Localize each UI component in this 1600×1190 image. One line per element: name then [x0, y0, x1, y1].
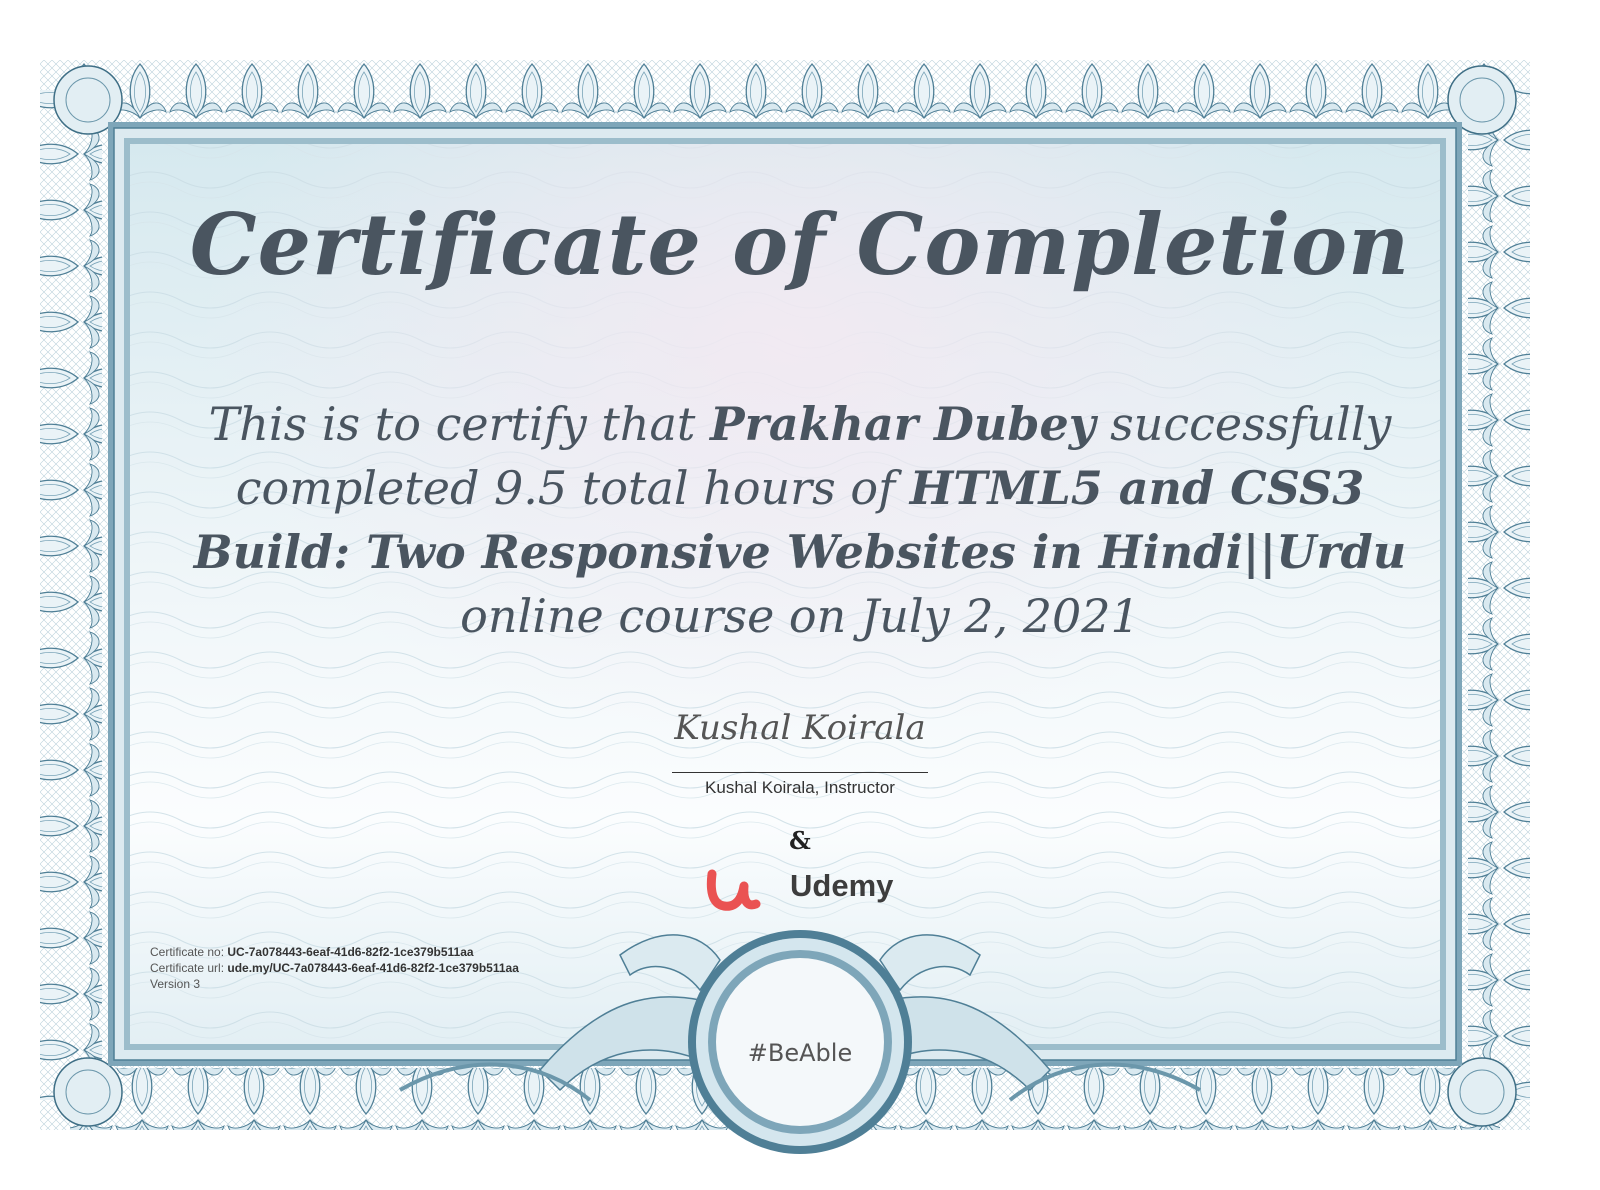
udemy-wordmark: Udemy — [790, 868, 894, 903]
ampersand: & — [789, 826, 811, 855]
certificate-details — [150, 944, 519, 992]
certificate-statement — [160, 392, 1440, 648]
certificate-url-label: Certificate url: — [150, 961, 225, 975]
course-title: HTML5 and CSS3 Build: Two Responsive Websites in Hindi||Urdu — [193, 461, 1407, 579]
certificate-url[interactable]: ude.my/UC-7a078443-6eaf-41d6-82f2-1ce379b511aa — [227, 961, 519, 975]
intro-text: This is to certify that — [208, 397, 696, 451]
phrase-of: of — [850, 461, 896, 515]
certificate-url-row — [150, 960, 519, 976]
certificate-number-label: Certificate no: — [150, 945, 225, 959]
course-hours: 9.5 total hours — [494, 461, 836, 515]
instructor-signature: Kushal Koirala — [674, 708, 926, 748]
certificate-number-row — [150, 944, 519, 960]
phrase-completed: successfully completed — [235, 397, 1392, 515]
instructor-name: Kushal Koirala, Instructor — [705, 778, 895, 797]
certificate-number: UC-7a078443-6eaf-41d6-82f2-1ce379b511aa — [227, 945, 474, 959]
completion-date: July 2, 2021 — [860, 589, 1140, 643]
seal-label: #BeAble — [747, 1039, 853, 1067]
certificate-title: Certificate of Completion — [189, 195, 1411, 294]
certificate-version: Version 3 — [150, 977, 201, 991]
phrase-online-course: online course on — [460, 589, 847, 643]
signature-line — [672, 772, 928, 773]
recipient-name: Prakhar Dubey — [710, 397, 1096, 451]
